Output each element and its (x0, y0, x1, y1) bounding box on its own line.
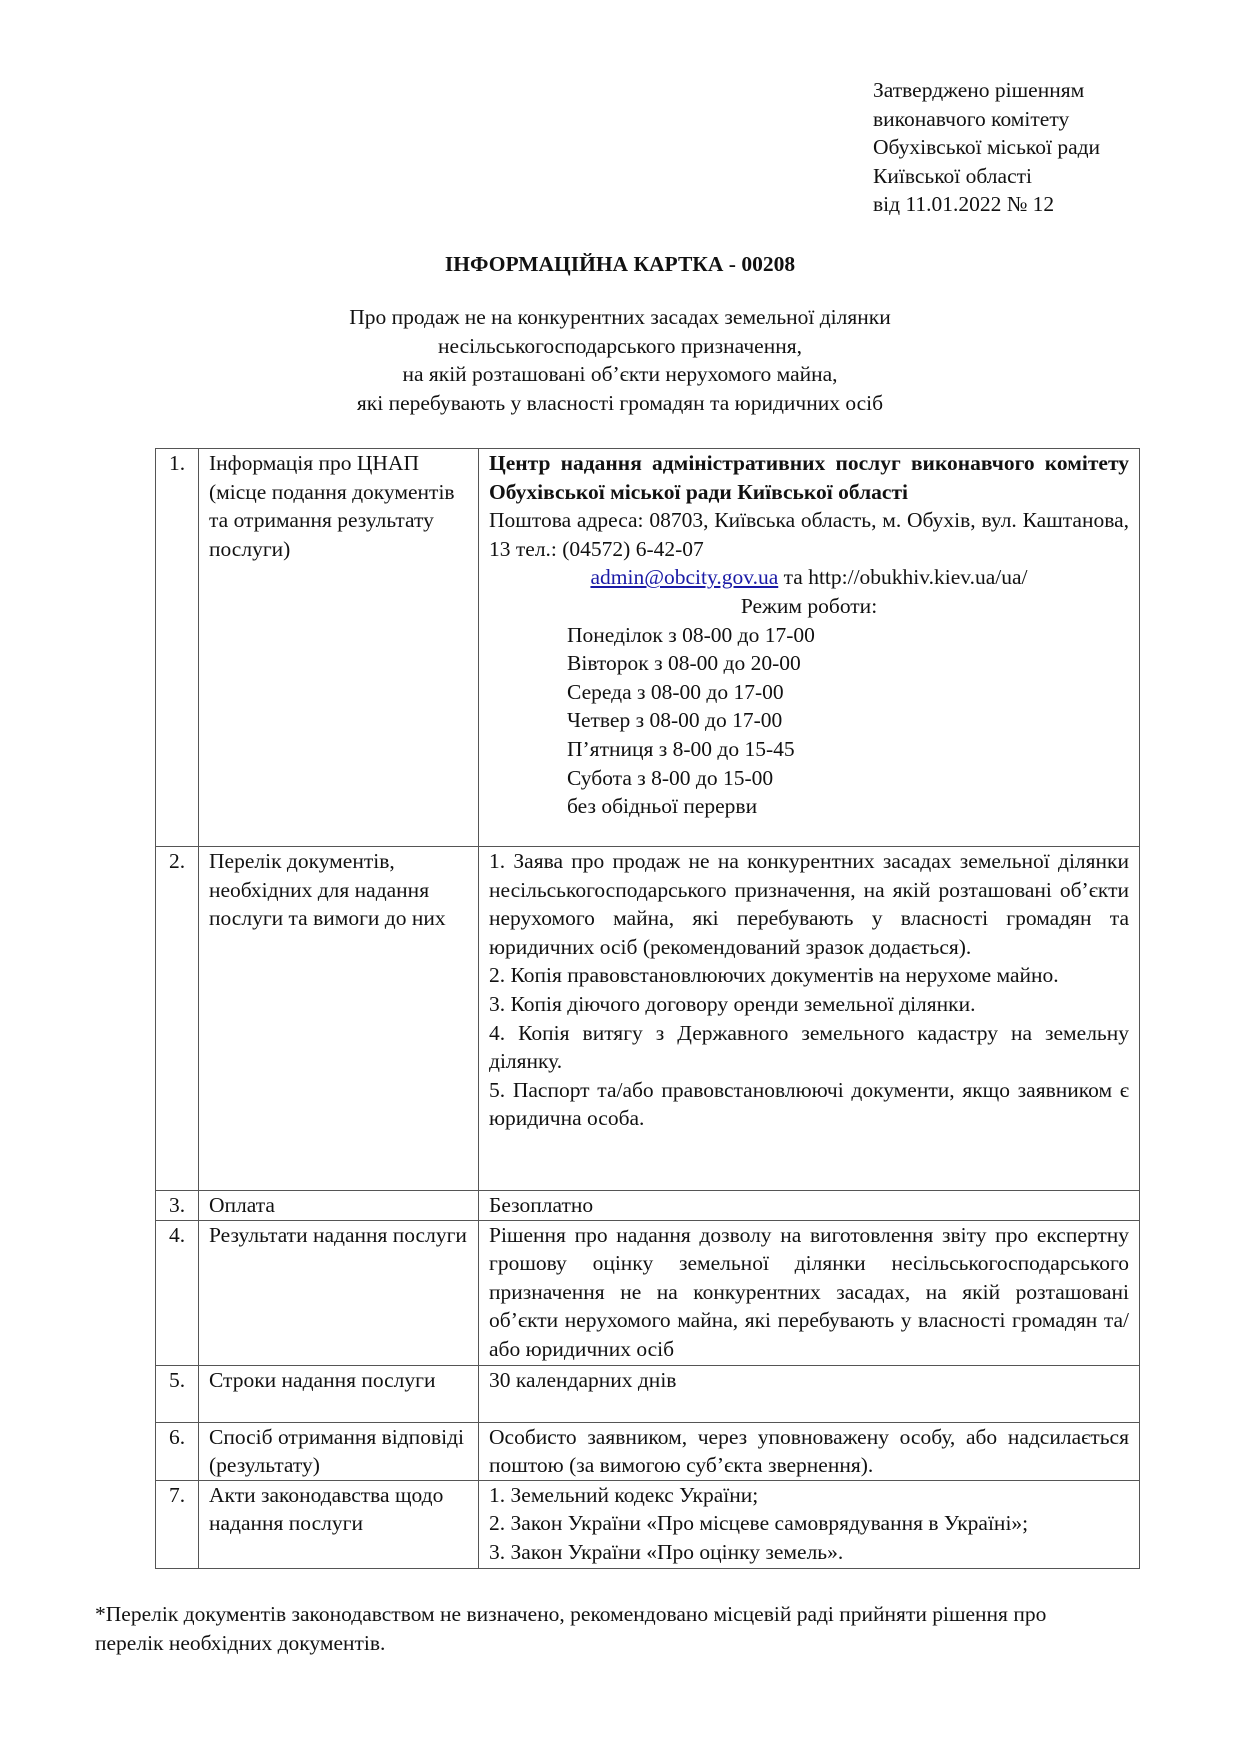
approval-date-line: від 11.01.2022 № 12 (873, 192, 1055, 217)
schedule-item: Середа з 08-00 до 17-00 (567, 679, 784, 704)
row-label: Строки надання послуги (199, 1365, 479, 1422)
schedule-item: Вівторок з 08-00 до 20-00 (567, 651, 801, 676)
subtitle-line: несільськогосподарського призначення, (438, 333, 802, 358)
row-value (479, 449, 1140, 847)
cnap-name: Центр надання адміністративних послуг виконавчого комітету Обухівської міської ради Київської області (489, 451, 1129, 504)
approval-line: Обухівської міської ради (873, 135, 1101, 160)
cnap-address: Поштова адреса: 08703, Київська область, м. Обухів, вул. Каштанова, 13 тел.: (04572) 6-42-07 (489, 508, 1129, 561)
footnote: *Перелік документів законодавством не визначено, рекомендовано місцевій раді прийняти рішення про перелік необхідних документів. (95, 1602, 1047, 1655)
row-label: Спосіб отримання відповіді (результату) (199, 1422, 479, 1480)
document-item: 5. Паспорт та/або правовстановлюючі документи, якщо заявником є юридична особа. (489, 1077, 1129, 1131)
table-row-terms (156, 1365, 1140, 1422)
email-link[interactable]: admin@obcity.gov.ua (590, 565, 779, 590)
legislation-item: 3. Закон України «Про оцінку земель». (489, 1539, 844, 1564)
row-label: Акти законодавства щодо надання послуги (199, 1480, 479, 1568)
approval-line: Київської області (873, 163, 1032, 188)
row-number: 3. (156, 1191, 199, 1221)
row-value (479, 1480, 1140, 1568)
table-row-cnap (156, 449, 1140, 847)
row-value: Безоплатно (479, 1191, 1140, 1221)
schedule-item: Субота з 8-00 до 15-00 (567, 765, 774, 790)
cnap-contacts (489, 563, 1129, 592)
info-table (155, 448, 1140, 1569)
row-number: 6. (156, 1422, 199, 1480)
document-item: 4. Копія витягу з Державного земельного кадастру на земельну ділянку. (489, 1020, 1129, 1074)
approval-line: Затверджено рішенням (873, 78, 1085, 102)
row-label: Інформація про ЦНАП (місце подання документів та отримання результату послуги) (199, 449, 479, 847)
schedule-item: Четвер з 08-00 до 17-00 (567, 708, 783, 733)
row-label: Оплата (199, 1191, 479, 1221)
row-number: 7. (156, 1480, 199, 1568)
row-number: 2. (156, 847, 199, 1191)
table-row-payment (156, 1191, 1140, 1221)
document-item: 2. Копія правовстановлюючих документів на нерухоме майно. (489, 963, 1059, 988)
subtitle-line: Про продаж не на конкурентних засадах земельної ділянки (349, 305, 891, 329)
row-number: 5. (156, 1365, 199, 1422)
schedule-item: без обідньої перерви (567, 794, 758, 819)
subtitle-line: які перебувають у власності громадян та юридичних осіб (356, 390, 884, 415)
schedule-list (489, 621, 1129, 821)
row-number: 1. (156, 449, 199, 847)
schedule-item: Понеділок з 08-00 до 17-00 (567, 622, 815, 647)
row-value: 30 календарних днів (479, 1365, 1140, 1422)
contacts-joiner: та (778, 565, 809, 590)
schedule-item: П’ятниця з 8-00 до 15-45 (567, 736, 795, 761)
approval-block (873, 76, 1100, 219)
page-title: ІНФОРМАЦІЙНА КАРТКА - 00208 (444, 252, 796, 276)
table-row-delivery (156, 1422, 1140, 1480)
legislation-item: 2. Закон України «Про місцеве самоврядування в Україні»; (489, 1511, 1029, 1536)
document-subtitle (0, 303, 1240, 417)
table-row-result (156, 1220, 1140, 1365)
website-text: http://obukhiv.kiev.ua/ua/ (808, 565, 1028, 590)
subtitle-line: на якій розташовані об’єкти нерухомого майна, (402, 362, 838, 387)
document-item: 3. Копія діючого договору оренди земельної ділянки. (489, 991, 976, 1016)
legislation-item: 1. Земельний кодекс України; (489, 1482, 759, 1507)
row-value (479, 847, 1140, 1191)
row-label: Перелік документів, необхідних для надання послуги та вимоги до них (199, 847, 479, 1191)
row-number: 4. (156, 1220, 199, 1365)
row-label: Результати надання послуги (199, 1220, 479, 1365)
table-row-legislation (156, 1480, 1140, 1568)
row-value: Особисто заявником, через уповноважену особу, або надсилається поштою (за вимогою суб’єкта звернення). (479, 1422, 1140, 1480)
approval-line: виконавчого комітету (873, 106, 1070, 131)
document-item: 1. Заява про продаж не на конкурентних засадах земельної ділянки несільськогосподарського призначення, на якій розташовані об’єкти нерухомого майна, які перебувають у власності громадян та юридичних осіб (рекомендований зразок додається). (489, 849, 1129, 959)
schedule-title: Режим роботи: (740, 593, 878, 618)
table-row-documents (156, 847, 1140, 1191)
row-value: Рішення про надання дозволу на виготовлення звіту про експертну грошову оцінку земельної ділянки несільськогосподарського призначення не на конкурентних засадах, на якій розташовані об’єкти нерухомого майна, які перебувають у власності громадян та/або юридичних осіб (479, 1220, 1140, 1365)
